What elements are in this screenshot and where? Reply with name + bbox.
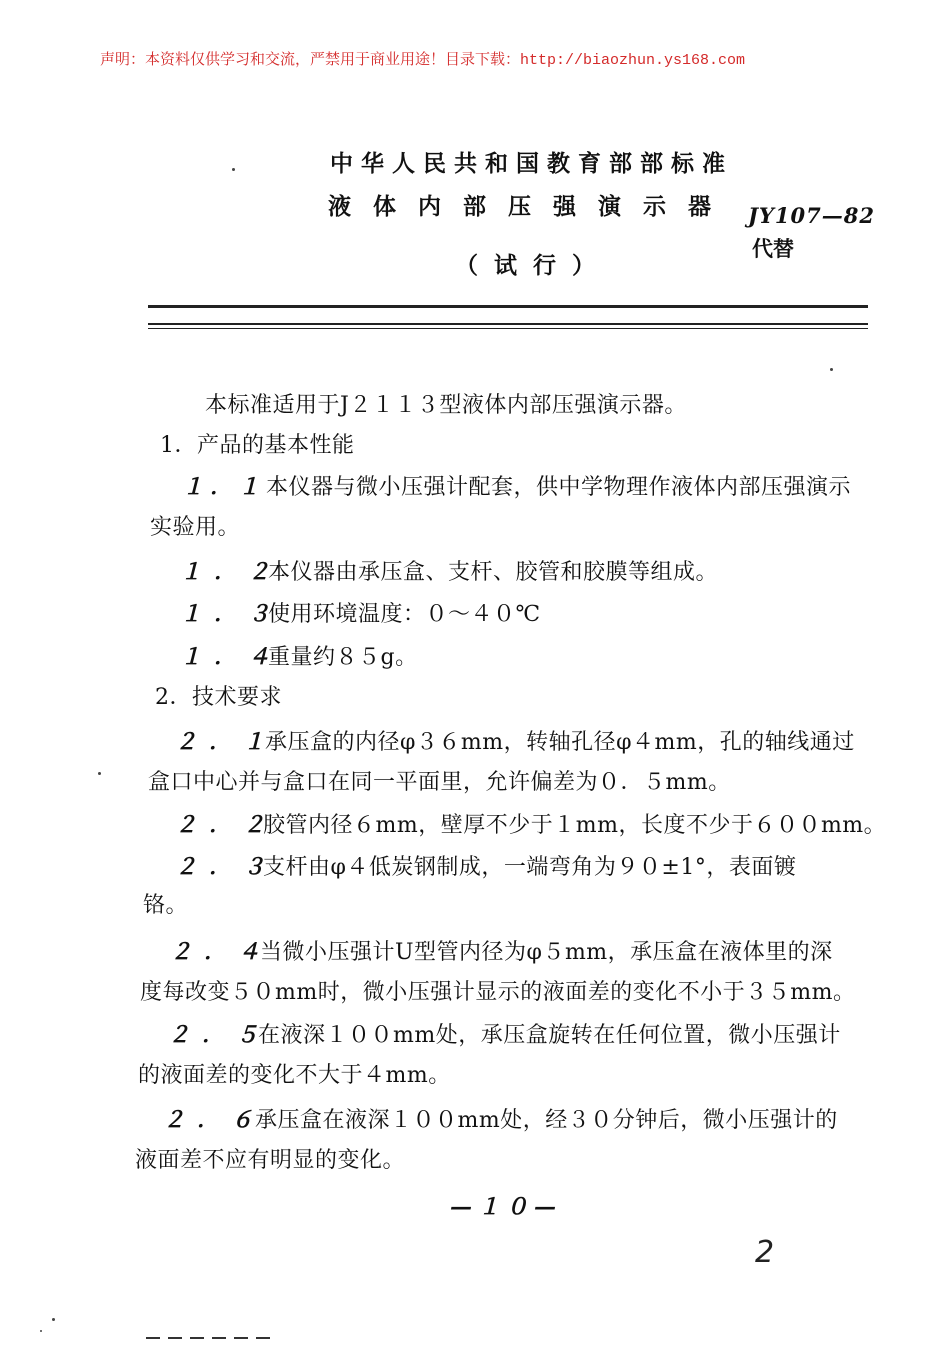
standard-number: JY107—82 <box>748 203 875 228</box>
scan-speck <box>40 1330 42 1332</box>
clause-2-3-cont: 铬。 <box>143 893 189 918</box>
clause-2-2 <box>175 808 886 839</box>
clause-text: 承压盒在液深１００mm处，经３０分钟后，微小压强计的 <box>255 1108 838 1133</box>
clause-text: 重量约８５g。 <box>268 645 418 670</box>
clause-number: ２．４ <box>170 939 273 965</box>
clause-1-2 <box>180 555 718 586</box>
clause-1-4 <box>180 640 418 671</box>
clause-number: ２．２ <box>175 812 278 838</box>
clause-2-5-cont: 的液面差的变化不大于４mm。 <box>138 1063 451 1088</box>
intro-paragraph: 本标准适用于J２１１３型液体内部压强演示器。 <box>205 393 687 418</box>
page-number: —１０— <box>450 1194 563 1220</box>
clause-number: ２．３ <box>175 854 278 880</box>
clause-text: 本仪器与微小压强计配套，供中学物理作液体内部压强演示 <box>266 475 852 500</box>
clause-2-1-cont: 盒口中心并与盒口在同一平面里，允许偏差为０．５mm。 <box>148 770 731 795</box>
trial-label: （试行） <box>455 252 611 279</box>
scan-dash-artifact <box>146 1337 276 1339</box>
clause-2-1 <box>175 725 855 756</box>
clause-1-1-cont: 实验用。 <box>150 515 241 540</box>
clause-number: １．１ <box>182 474 267 500</box>
header-rule-bottom-thin <box>148 328 868 329</box>
clause-2-4-cont: 度每改变５０mm时，微小压强计显示的液面差的变化不小于３５mm。 <box>140 980 856 1005</box>
scan-speck <box>52 1318 55 1321</box>
clause-number: １．２ <box>180 559 283 585</box>
section-2-heading: 2．技术要求 <box>155 685 282 710</box>
scan-speck <box>232 168 235 171</box>
handwritten-note: 2 <box>755 1235 775 1270</box>
clause-2-5 <box>168 1018 841 1049</box>
clause-2-6 <box>163 1103 838 1134</box>
clause-1-1 <box>182 470 851 501</box>
scan-speck <box>98 772 101 775</box>
clause-text: 胶管内径６mm，壁厚不少于１mm，长度不少于６００mm。 <box>263 813 887 838</box>
header-rule-bottom <box>148 323 868 325</box>
header-rule-top <box>148 305 868 308</box>
clause-1-3 <box>180 597 541 628</box>
clause-number: ２．１ <box>175 729 278 755</box>
clause-text: 当微小压强计U型管内径为φ５mm，承压盒在液体里的深 <box>260 940 833 965</box>
clause-2-4 <box>170 935 833 966</box>
clause-text: 承压盒的内径φ３６mm，转轴孔径φ４mm，孔的轴线通过 <box>265 730 855 755</box>
clause-number: ２．５ <box>168 1022 271 1048</box>
clause-text: 支杆由φ４低炭钢制成，一端弯角为９０±1°，表面镀 <box>263 855 797 880</box>
clause-number: １．４ <box>180 644 283 670</box>
clause-2-3 <box>175 850 796 881</box>
clause-number: １．３ <box>180 601 283 627</box>
issuing-organization: 中华人民共和国教育部部标准 <box>330 150 733 177</box>
document-title: 液体内部压强演示器 <box>328 193 733 220</box>
scan-speck <box>830 368 833 371</box>
clause-text: 本仪器由承压盒、支杆、胶管和胶膜等组成。 <box>268 560 719 585</box>
clause-text: 使用环境温度：０～４０℃ <box>268 602 541 627</box>
section-1-heading: 1．产品的基本性能 <box>160 433 355 458</box>
clause-text: 在液深１００mm处，承压盒旋转在任何位置，微小压强计 <box>258 1023 841 1048</box>
watermark-notice: 声明：本资料仅供学习和交流，严禁用于商业用途！目录下载：http://biaozhun.ys168.com <box>100 52 746 69</box>
clause-2-6-cont: 液面差不应有明显的变化。 <box>135 1148 406 1173</box>
replaces-label: 代替 <box>752 236 794 261</box>
clause-number: ２．６ <box>163 1107 266 1133</box>
